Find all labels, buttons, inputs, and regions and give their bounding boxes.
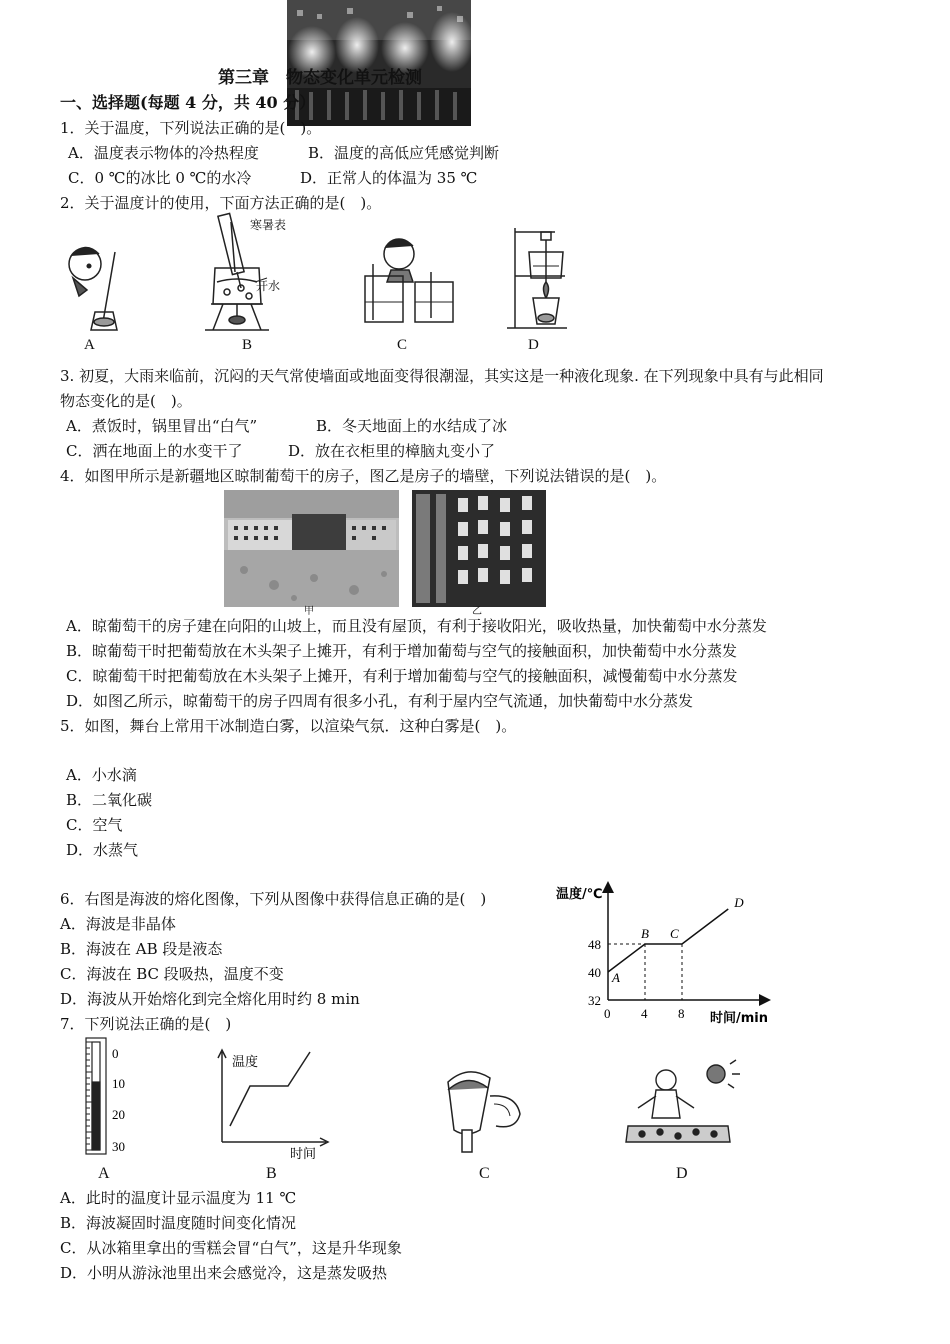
q7-option-b: B．海波凝固时温度随时间变化情况 [60,1214,297,1232]
page-title: 第三章 物态变化单元检测 [218,68,422,88]
q4-figure-label-jia: 甲 [304,606,314,617]
q6-option-b: B．海波在 AB 段是液态 [60,940,223,958]
chart-point-label: D [734,895,744,910]
q1-option-b: B．温度的高低应凭感觉判断 [308,144,500,162]
q4-option-b: B．晾葡萄干时把葡萄放在木头架子上摊开，有利于增加葡萄与空气的接触面积，加快葡萄中水分蒸发 [66,642,738,660]
q2-fig-label-boiling-water: 开水 [256,279,281,293]
q7-graph-ylabel: 温度 [232,1055,259,1070]
q7-popsicle [448,1072,520,1152]
chart-point-label: C [670,926,679,941]
q7-option-d: D．小明从游泳池里出来会感觉冷，这是蒸发吸热 [60,1264,388,1282]
chart-x-label: 时间/min [710,1011,769,1026]
q3-option-c: C．洒在地面上的水变干了 [66,442,243,460]
q2-stem: 2．关于温度计的使用，下面方法正确的是( )。 [60,194,382,212]
chart-y-tick: 40 [588,965,601,980]
q7-swimmer [626,1060,740,1142]
melting-chart [550,878,780,1028]
q7-option-c: C．从冰箱里拿出的雪糕会冒“白气”，这是升华现象 [60,1239,402,1257]
q7-label-c: C [479,1165,490,1182]
section-heading: 一、选择题(每题 4 分，共 40 分） [60,93,316,112]
chart-y-tick: 48 [588,937,601,952]
q6-stem: 6．右图是海波的熔化图像，下列从图像中获得信息正确的是( ) [60,890,487,908]
q7-figures [76,1034,756,1164]
q2-thermometer-figures [55,212,575,336]
q7-thermo-tick-10: 10 [112,1076,125,1091]
q2-label-c: C [397,337,408,353]
chart-point-label: A [612,970,620,985]
q2-figure-c [365,239,453,322]
q7-stem: 7．下列说法正确的是( ) [60,1015,232,1033]
q5-option-d: D．水蒸气 [66,841,139,859]
q3-option-d: D．放在衣柜里的樟脑丸变小了 [288,442,496,460]
q1-option-a: A．温度表示物体的冷热程度 [68,144,259,162]
q2-fig-label-thermometer: 寒暑表 [250,218,287,232]
chart-point-label: B [641,926,649,941]
q4-option-a: A．晾葡萄干的房子建在向阳的山坡上，而且没有屋顶，有利于接收阳光，吸收热量，加快葡萄中水分蒸发 [66,617,767,635]
q4-option-d: D．如图乙所示，晾葡萄干的房子四周有很多小孔，有利于屋内空气流通，加快葡萄中水分蒸发 [66,692,694,710]
q7-option-a: A．此时的温度计显示温度为 11 ℃ [60,1189,297,1207]
q4-option-c: C．晾葡萄干时把葡萄放在木头架子上摊开，有利于增加葡萄与空气的接触面积，减慢葡萄中水分蒸发 [66,667,738,685]
q2-label-b: B [242,337,253,353]
chart-series-line [608,909,728,972]
q2-label-a: A [84,337,95,353]
q1-stem: 1．关于温度，下列说法正确的是( )。 [60,119,322,137]
q4-figure-label-yi: 乙 [472,606,482,617]
grape-house-wall-photo [412,490,546,607]
q2-label-d: D [528,337,539,353]
q7-label-a: A [98,1165,110,1182]
chart-y-label: 温度/℃ [556,887,603,902]
q7-thermo-tick-20: 20 [112,1107,125,1122]
q6-option-d: D．海波从开始熔化到完全熔化用时约 8 min [60,990,360,1008]
q3-option-a: A．煮饭时，锅里冒出“白气” [66,417,258,435]
q5-option-b: B．二氧化碳 [66,791,153,809]
q7-thermo-tick-0: 0 [112,1046,119,1061]
q6-option-a: A．海波是非晶体 [60,915,176,933]
chart-y-tick: 32 [588,993,601,1008]
q3-option-b: B．冬天地面上的水结成了冰 [316,417,508,435]
q5-stem: 5．如图，舞台上常用干冰制造白雾，以渲染气氛．这种白雾是( )。 [60,717,517,735]
q7-label-b: B [266,1165,277,1182]
q4-stem: 4．如图甲所示是新疆地区晾制葡萄干的房子，图乙是房子的墙壁，下列说法错误的是( )。 [60,467,667,485]
q5-option-a: A．小水滴 [66,766,137,784]
q7-thermometer [86,1038,106,1154]
q5-option-c: C．空气 [66,816,123,834]
q3-stem-line2: 物态变化的是( )。 [60,392,192,410]
q7-graph-xlabel: 时间 [290,1147,317,1162]
q2-figure-a [69,247,117,330]
q1-option-c: C．0 ℃的冰比 0 ℃的水冷 [68,169,252,187]
q6-option-c: C．海波在 BC 段吸热，温度不变 [60,965,284,983]
q7-thermo-tick-30: 30 [112,1139,125,1154]
chart-x-tick: 4 [641,1006,648,1021]
q3-stem-line1: 3. 初夏，大雨来临前，沉闷的天气常使墙面或地面变得很潮湿，其实这是一种液化现象. 在下列现象中具有与此相同 [60,367,824,385]
q1-option-d: D．正常人的体温为 35 ℃ [300,169,478,187]
q2-figure-d [507,228,567,328]
chart-x-tick: 0 [604,1006,611,1021]
q7-label-d: D [676,1165,688,1182]
grape-house-photo [224,490,399,607]
chart-x-tick: 8 [678,1006,685,1021]
